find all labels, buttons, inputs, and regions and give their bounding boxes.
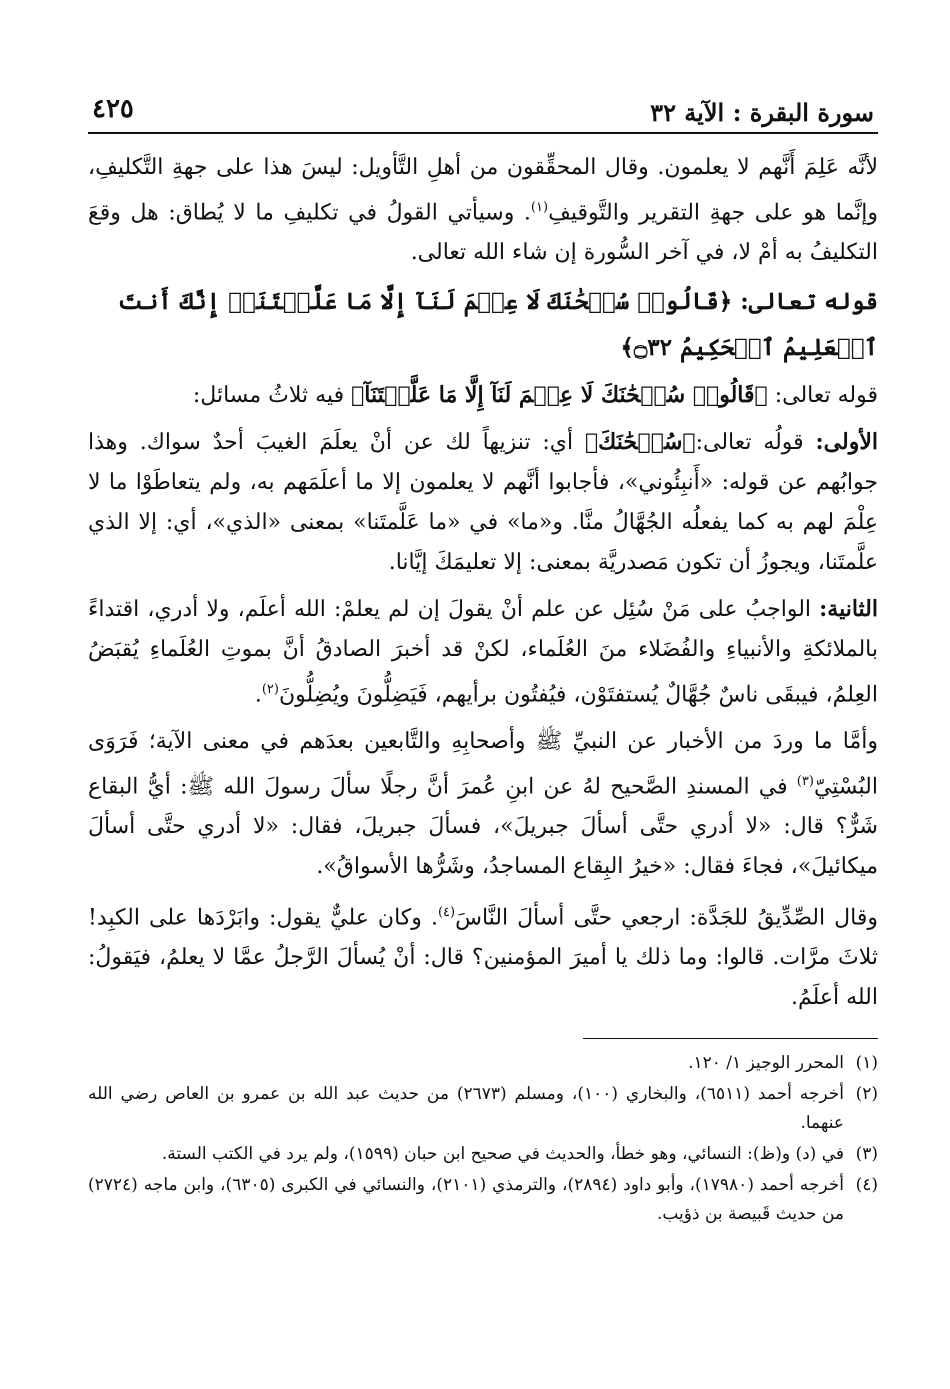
footnote-number: (٣) [855, 1144, 878, 1165]
page-number: ٤٢٥ [92, 94, 134, 124]
paragraph-1 [88, 148, 878, 273]
paragraph-2-tail: فيه ثلاثُ مسائل: [192, 383, 345, 409]
paragraph-1-tail: . وسيأتي القولُ في تكليفِ ما لا يُطاق: هل وقعَ التكليفُ به أمْ لا، في آخر السُّورة إن شاء الله تعالى. [88, 200, 878, 266]
paragraph-2-quran: ﴿قَالُوا۟ سُبۡحَٰنَكَ لَا عِلۡمَ لَنَآ إِلَّا مَا عَلَّمۡتَنَآ﴾ [351, 382, 768, 409]
verse-heading-lead: قوله تعالى: [740, 288, 878, 316]
footnote-number: (١) [855, 1053, 878, 1074]
verse-heading [88, 279, 878, 371]
verse-heading-text: ﴿قَالُوا۟ سُبۡحَٰنَكَ لَا عِلۡمَ لَنَآ إِلَّا مَا عَلَّمۡتَنَآۖ إِنَّكَ أَنتَ ٱلۡعَلِيمُ ٱلۡحَكِيمُ ۝٣٢﴾ [117, 288, 878, 362]
footnote-ref-2[interactable]: (٢) [261, 682, 279, 698]
paragraph-1-text: لأنَّه عَلِمَ أَنَّهم لا يعلمون. وقال المحقِّقون من أهلِ التَّأويل: ليسَ هذا على جهةِ التَّكليفِ، وإنَّما هو على جهةِ التقرير والتَّوقيفِ [88, 155, 878, 226]
footnote-number: (٤) [855, 1175, 878, 1196]
paragraph-3-quran: ﴿سُبۡحَٰنَكَ﴾ [584, 429, 696, 456]
footnote-item [88, 1171, 878, 1229]
paragraph-6-b: . وكان عليٌّ يقول: وابَرْدَها على الكبِد! ثلاثَ مرَّات. قالوا: وما ذلك يا أميرَ المؤمنين؟ قال: أنْ يُسألَ الرَّجلُ عمَّا لا يعلمُ، فيَقولُ: الله أعلَمُ. [88, 905, 878, 1011]
footnote-text: أخرجه أحمد (١٧٩٨٠)، وأبو داود (٢٨٩٤)، والترمذي (٢١٠١)، والنسائي في الكبرى (٦٣٠٥)، وابن ماجه (٢٧٢٤) من حديث قَبيصة بن ذؤيب. [88, 1175, 844, 1225]
footnote-ref-4[interactable]: (٤) [437, 904, 456, 920]
paragraph-5-b: في المسندِ الصَّحيح لهُ عن ابنِ عُمرَ أنَّ رجلًا سألَ رسولَ الله ﷺ: أيُّ البقاع شَرٌّ؟ قال: «لا أدري حتَّى أسألَ جبريلَ»، فسألَ جبريلَ، فقال: «لا أدري حتَّى أسألَ ميكائيلَ»، فجاءَ فقال: «خيرُ البِقاع المساجدُ، وشَرُّها الأسواقُ». [88, 773, 878, 879]
footnote-item [88, 1080, 878, 1138]
footnote-text: المحرر الوجيز ١/ ١٢٠. [688, 1053, 844, 1074]
footnotes [88, 1049, 878, 1229]
footnote-item [88, 1140, 878, 1169]
paragraph-4 [88, 589, 878, 715]
paragraph-4-a: الواجبُ على مَنْ سُئِل عن علم أنْ يقولَ إن لم يعلمْ: الله أعلَم، ولا أدري، اقتداءً بالملائكةِ والأنبياءِ والفُضَلاء منَ العُلَماء، لكنْ قد أخبرَ الصادقُ أنَّ بموتِ العُلَماءِ يُقبَضُ العِلمُ، فيبقَى ناسٌ جُهَّالٌ يُستفتَوْن، فيُفتُون برأيهم، فَيَضِلُّونَ ويُضِلُّونَ [88, 597, 878, 708]
paragraph-5-a: وأمَّا ما وردَ من الأخبار عن النبيِّ ﷺ وأصحابِهِ والتَّابعين بعدَهم في معنى الآية؛ فَرَوَى البُسْتِيّ [88, 728, 878, 799]
footnote-ref-1[interactable]: (١) [530, 200, 549, 215]
footnote-ref-3[interactable]: (٣) [796, 773, 814, 789]
book-page [88, 80, 878, 1231]
paragraph-3 [88, 422, 878, 583]
issue-2-lead: الثانية: [819, 596, 878, 623]
paragraph-3-b: أي: تنزيهاً لك عن أنْ يعلَمَ الغيبَ أحدٌ سواك. وهذا جوابُهم عن قوله: «أَنبِئُوني»، فأجابوا أنَّهم لا يعلمون إلا ما أعلَمَهم به، ولم يتعاطَوْا ما لا عِلْمَ لهم به كما يفعلُه الجُهَّالُ منَّا. و«ما» في «ما عَلَّمتَنا» بمعنى «الذي»، أي: إلا الذي علَّمتَنا، ويجوزُ أن تكون مَصدريَّة بمعنى: إلا تعليمَكَ إيَّانا. [88, 430, 878, 576]
paragraph-2-lead: قوله تعالى: [774, 383, 878, 409]
paragraph-6 [88, 893, 878, 1018]
issue-1-lead: الأولى: [815, 429, 878, 456]
paragraph-4-end: . [254, 682, 262, 708]
paragraph-3-a: قولُه تعالى: [695, 430, 804, 456]
running-title: سورة البقرة : الآية ٣٢ [650, 98, 874, 127]
paragraph-5 [88, 722, 878, 887]
footnote-text: في (د) و(ظ): النسائي، وهو خطأ، والحديث في صحيح ابن حبان (١٥٩٩)، ولم يرد في الكتب الستة. [161, 1144, 844, 1165]
paragraph-2 [88, 375, 878, 416]
paragraph-6-a: وقال الصِّدِّيقُ للجَدَّة: ارجعي حتَّى أسألَ النَّاسَ [455, 905, 879, 931]
page-header [88, 80, 878, 134]
footnote-number: (٢) [855, 1084, 878, 1105]
footnote-text: أخرجه أحمد (٦٥١١)، والبخاري (١٠٠)، ومسلم (٢٦٧٣) من حديث عبد الله بن عمرو بن العاص رضي الله عنهما. [88, 1084, 844, 1134]
footnote-item [88, 1049, 878, 1078]
footnote-divider [583, 1038, 878, 1039]
